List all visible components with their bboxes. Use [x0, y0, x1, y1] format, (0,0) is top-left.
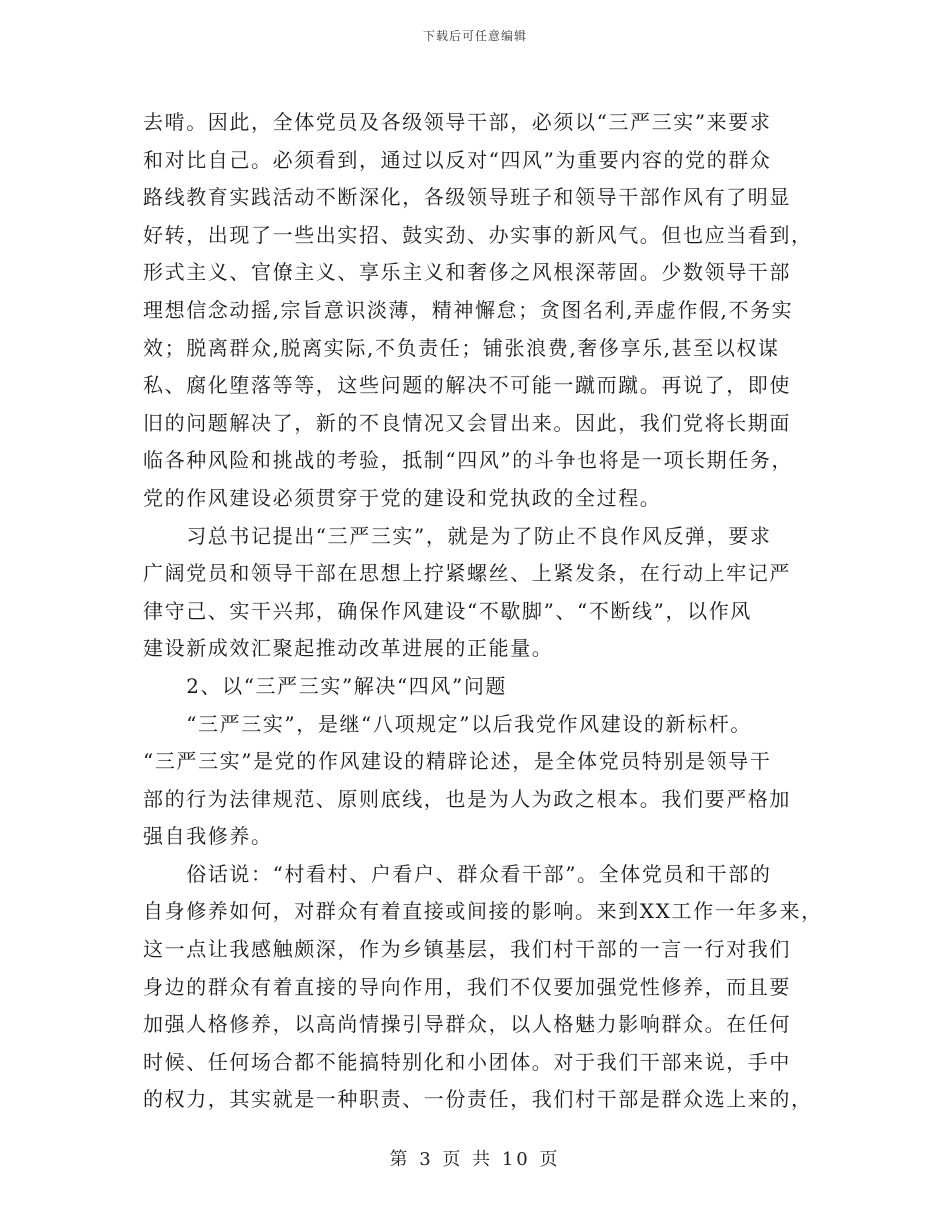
- text-line: 律守己、实干兴邦，确保作风建设“不歇脚”、“不断线”，以作风: [143, 598, 752, 623]
- paragraph: [143, 856, 823, 1119]
- text-line: 私、腐化堕落等等，这些问题的解决不可能一蹴而蹴。再说了，即使: [143, 373, 791, 398]
- text-line: 效；脱离群众,脱离实际,不负责任；铺张浪费,奢侈享乐,甚至以权谋: [143, 335, 780, 360]
- text-line: 党的作风建设必须贯穿于党的建设和党执政的全过程。: [143, 485, 662, 510]
- text-line: “三严三实”，是继“八项规定”以后我党作风建设的新标杆。: [143, 711, 752, 736]
- text-line: 路线教育实践活动不断深化，各级领导班子和领导干部作风有了明显: [143, 185, 791, 210]
- paragraph: [143, 518, 809, 668]
- text-line: “三严三实”是党的作风建设的精辟论述，是全体党员特别是领导干: [143, 749, 772, 774]
- paragraph: [143, 668, 809, 706]
- text-line: 广阔党员和领导干部在思想上拧紧螺丝、上紧发条，在行动上牢记严: [143, 561, 791, 586]
- text-line: 和对比自己。必须看到，通过以反对“四风”为重要内容的党的群众: [143, 147, 772, 172]
- text-line: 的权力，其实就是一种职责、一份责任，我们村干部是群众选上来的，: [143, 1087, 813, 1112]
- text-line: 旧的问题解决了，新的不良情况又会冒出来。因此，我们党将长期面: [143, 410, 791, 435]
- text-line: 2、以“三严三实”解决“四风”问题: [143, 673, 508, 698]
- page-header: 下载后可任意编辑: [422, 29, 527, 43]
- paragraph: [143, 104, 813, 518]
- text-line: 形式主义、官僚主义、享乐主义和奢侈之风根深蒂固。少数领导干部: [143, 260, 791, 285]
- text-line: 部的行为法律规范、原则底线，也是为人为政之根本。我们要严格加: [143, 786, 791, 811]
- text-line: 好转，出现了一些出实招、鼓实劲、办实事的新风气。但也应当看到，: [143, 222, 813, 247]
- text-line: 理想信念动摇,宗旨意识淡薄，精神懈怠；贪图名利,弄虚作假,不务实: [143, 297, 794, 322]
- text-line: 加强人格修养，以高尚情操引导群众，以人格魅力影响群众。在任何: [143, 1012, 791, 1037]
- document-body: [143, 104, 823, 1119]
- text-line: 自身修养如何，对群众有着直接或间接的影响。来到XX工作一年多来，: [143, 899, 823, 924]
- text-line: 俗话说：“村看村、户看户、群众看干部”。全体党员和干部的: [143, 861, 772, 886]
- text-line: 临各种风险和挑战的考验，抵制“四风”的斗争也将是一项长期任务，: [143, 448, 794, 473]
- text-line: 建设新成效汇聚起推动改革进展的正能量。: [143, 636, 554, 661]
- text-line: 去啃。因此，全体党员及各级领导干部，必须以“三严三实”来要求: [143, 110, 772, 134]
- text-line: 强自我修养。: [143, 824, 273, 849]
- paragraph: [143, 706, 809, 856]
- text-line: 身边的群众有着直接的导向作用，我们不仅要加强党性修养，而且要: [143, 974, 791, 999]
- text-line: 习总书记提出“三严三实”，就是为了防止不良作风反弹，要求: [143, 523, 772, 548]
- page-footer: 第 3 页 共 10 页: [389, 1149, 561, 1170]
- text-line: 这一点让我感触颇深，作为乡镇基层，我们村干部的一言一行对我们: [143, 937, 791, 962]
- text-line: 时候、任何场合都不能搞特别化和小团体。对于我们干部来说，手中: [143, 1049, 791, 1074]
